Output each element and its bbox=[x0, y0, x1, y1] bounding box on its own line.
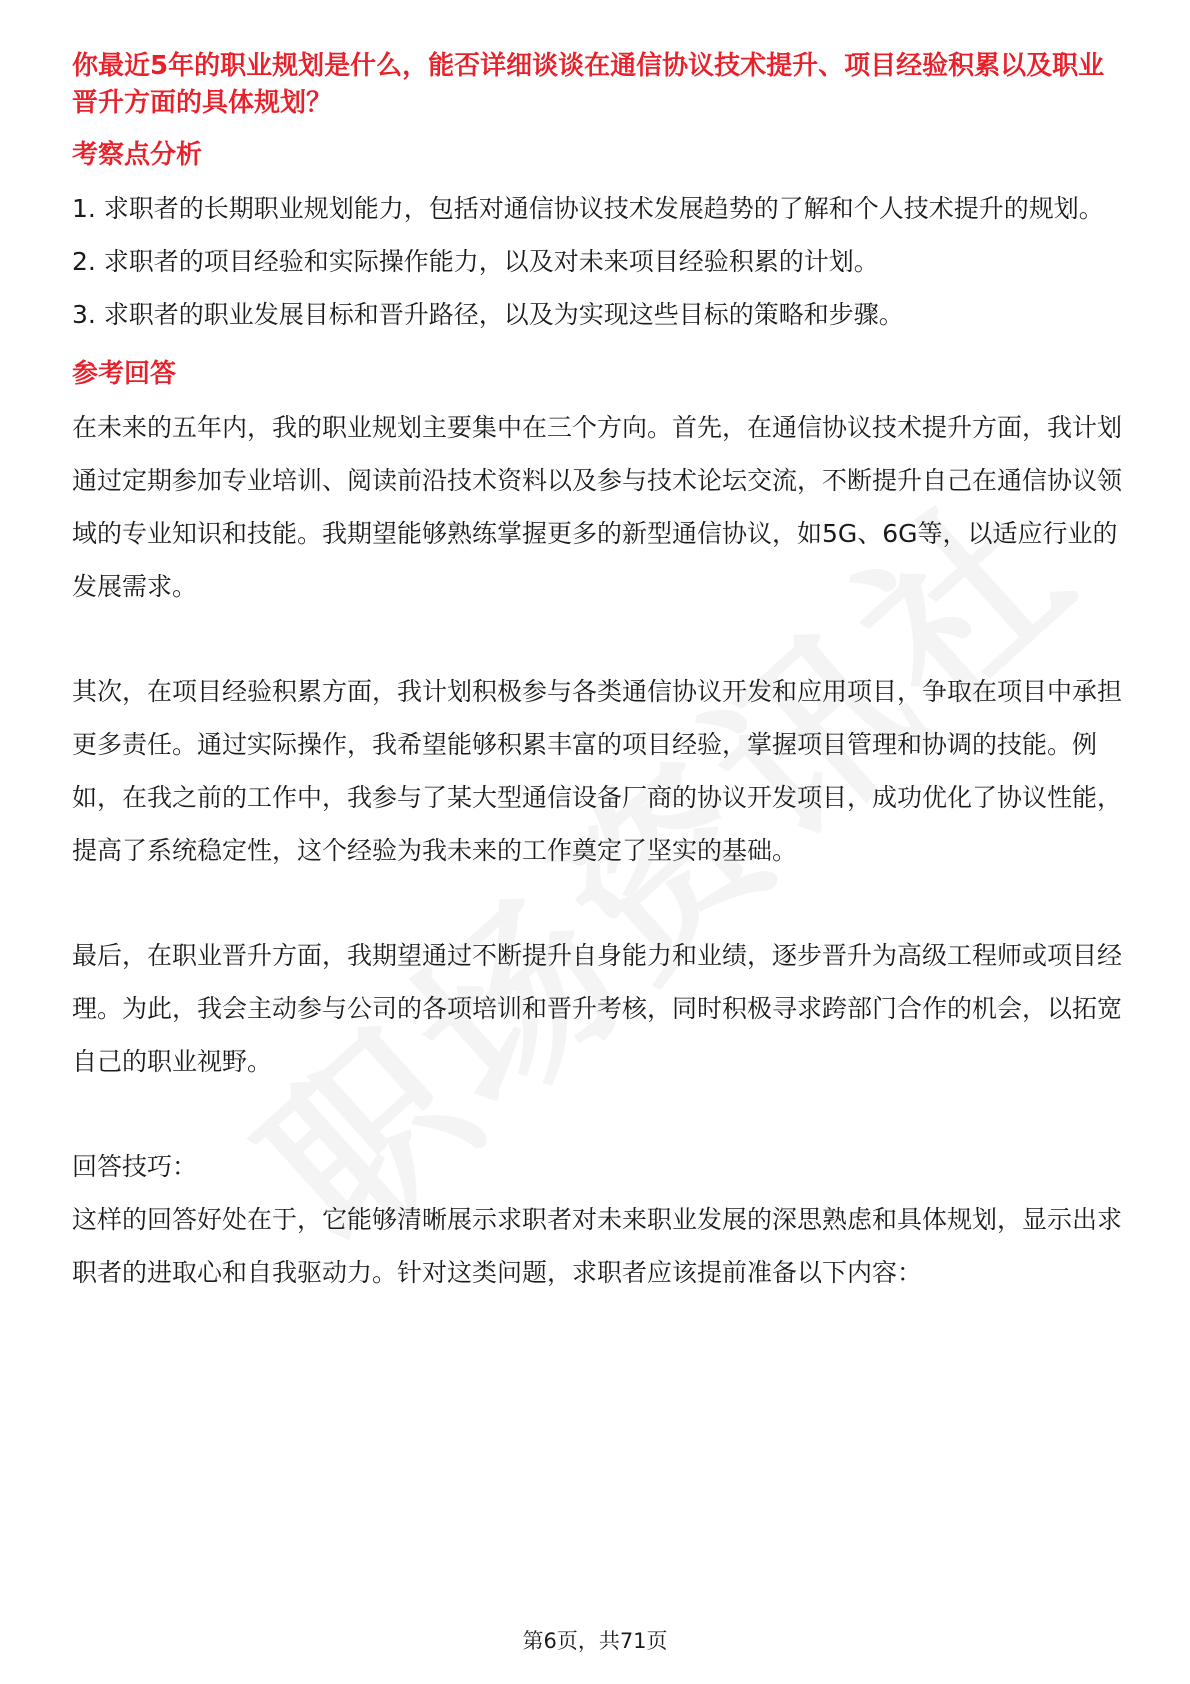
page-number: 第6页，共71页 bbox=[522, 1629, 668, 1653]
analysis-points bbox=[72, 182, 1122, 341]
answer-paragraph: 其次，在项目经验积累方面，我计划积极参与各类通信协议开发和应用项目，争取在项目中承担更多责任。通过实际操作，我希望能够积累丰富的项目经验，掌握项目管理和协调的技能。例如，在我之前的工作中，我参与了某大型通信设备厂商的协议开发项目，成功优化了协议性能，提高了系统稳定性，这个经验为我未来的工作奠定了坚实的基础。 bbox=[72, 677, 1123, 865]
answer-heading: 参考回答 bbox=[72, 359, 177, 389]
tips-heading: 回答技巧： bbox=[72, 1152, 198, 1181]
page-content bbox=[72, 48, 1122, 1299]
answer-paragraph: 最后，在职业晋升方面，我期望通过不断提升自身能力和业绩，逐步晋升为高级工程师或项目经理。为此，我会主动参与公司的各项培训和晋升考核，同时积极寻求跨部门合作的机会，以拓宽自己的职业视野。 bbox=[72, 941, 1123, 1076]
analysis-point: 3. 求职者的职业发展目标和晋升路径，以及为实现这些目标的策略和步骤。 bbox=[72, 300, 904, 329]
answer-body bbox=[72, 401, 1122, 1088]
analysis-point: 1. 求职者的长期职业规划能力，包括对通信协议技术发展趋势的了解和个人技术提升的规划。 bbox=[72, 194, 1104, 223]
answer-paragraph: 在未来的五年内，我的职业规划主要集中在三个方向。首先，在通信协议技术提升方面，我计划通过定期参加专业培训、阅读前沿技术资料以及参与技术论坛交流，不断提升自己在通信协议领域的专业知识和技能。我期望能够熟练掌握更多的新型通信协议，如5G、6G等，以适应行业的发展需求。 bbox=[72, 413, 1123, 601]
analysis-point: 2. 求职者的项目经验和实际操作能力，以及对未来项目经验积累的计划。 bbox=[72, 247, 879, 276]
analysis-heading: 考察点分析 bbox=[72, 140, 203, 170]
tips-text: 这样的回答好处在于，它能够清晰展示求职者对未来职业发展的深思熟虑和具体规划，显示出求职者的进取心和自我驱动力。针对这类问题，求职者应该提前准备以下内容： bbox=[72, 1205, 1123, 1287]
question-title: 你最近5年的职业规划是什么，能否详细谈谈在通信协议技术提升、项目经验积累以及职业晋升方面的具体规划？ bbox=[72, 51, 1105, 118]
